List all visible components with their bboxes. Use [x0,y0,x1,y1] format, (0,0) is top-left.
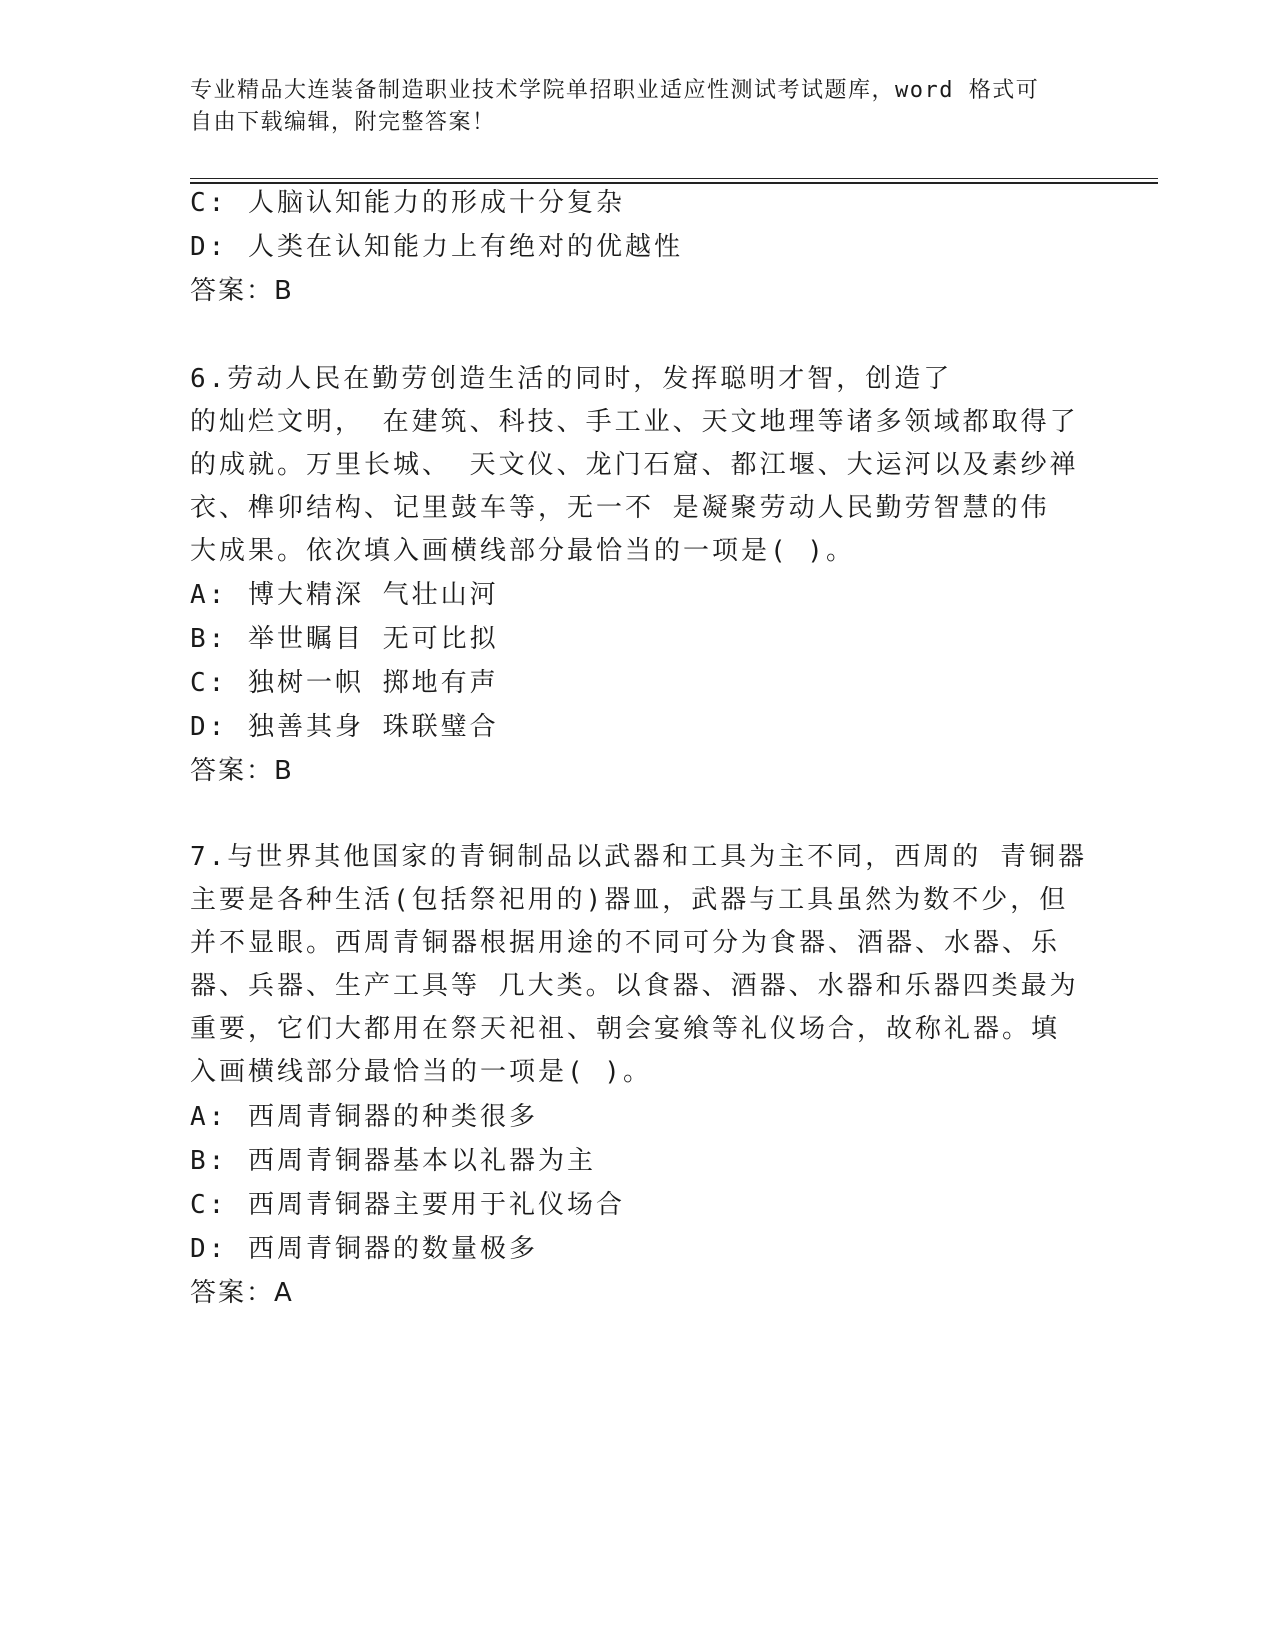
q6-stem-line-3: 的成就。万里长城、 天文仪、龙门石窟、都江堰、大运河以及素纱禅 [190,450,1079,480]
option-letter: D: [190,232,228,262]
q6-option-b [190,622,499,656]
option-text: 西周青铜器主要用于礼仪场合 [248,1190,626,1220]
option-text: 举世瞩目 无可比拟 [248,624,499,654]
option-letter: C: [190,188,228,218]
q6-stem-line-4: 衣、榫卯结构、记里鼓车等，无一不 是凝聚劳动人民勤劳智慧的伟 [190,493,1050,523]
page-header-line-1: 专业精品大连装备制造职业技术学院单招职业适应性测试考试题库，word 格式可 [190,78,1040,103]
option-text: 独树一帜 掷地有声 [248,668,499,698]
q7-stem-line-6: 入画横线部分最恰当的一项是( )。 [190,1057,652,1087]
q7-option-a [190,1100,538,1134]
page-header-line-2: 自由下载编辑，附完整答案！ [190,110,496,135]
q7-stem-line-5: 重要，它们大都用在祭天祀祖、朝会宴飨等礼仪场合，故称礼器。填 [190,1014,1061,1044]
option-text: 人脑认知能力的形成十分复杂 [248,188,626,218]
q7-stem-line-4: 器、兵器、生产工具等 几大类。以食器、酒器、水器和乐器四类最为 [190,971,1079,1001]
option-text: 博大精深 气壮山河 [248,580,499,610]
q7-answer: 答案：A [190,1278,294,1308]
option-letter: C: [190,1190,228,1220]
q6-answer: 答案：B [190,756,294,786]
option-letter: B: [190,1146,228,1176]
q5-answer: 答案：B [190,276,294,306]
q7-option-d [190,1232,538,1266]
q6-stem-line-1: 6.劳动人民在勤劳创造生活的同时，发挥聪明才智，创造了 [190,364,953,394]
q6-stem-line-2: 的灿烂文明， 在建筑、科技、手工业、天文地理等诸多领域都取得了 [190,407,1079,437]
q7-stem-line-2: 主要是各种生活(包括祭祀用的)器皿，武器与工具虽然为数不少，但 [190,885,1069,915]
q6-option-d [190,710,499,744]
q7-stem-line-3: 并不显眼。西周青铜器根据用途的不同可分为食器、酒器、水器、乐 [190,928,1061,958]
q7-stem-line-1: 7.与世界其他国家的青铜制品以武器和工具为主不同，西周的 青铜器 [190,842,1087,872]
option-letter: D: [190,1234,228,1264]
q6-option-a [190,578,499,612]
header-divider-thick [190,182,1158,184]
option-letter: B: [190,624,228,654]
q6-stem-line-5: 大成果。依次填入画横线部分最恰当的一项是( )。 [190,536,855,566]
option-letter: A: [190,580,228,610]
q5-option-c [190,186,625,220]
q5-option-d [190,230,683,264]
option-text: 独善其身 珠联璧合 [248,712,499,742]
q7-option-c [190,1188,625,1222]
option-letter: A: [190,1102,228,1132]
option-text: 西周青铜器的数量极多 [248,1234,539,1264]
option-letter: C: [190,668,228,698]
header-divider-thin [190,178,1158,179]
q7-option-b [190,1144,596,1178]
option-text: 西周青铜器基本以礼器为主 [248,1146,597,1176]
option-text: 人类在认知能力上有绝对的优越性 [248,232,684,262]
option-text: 西周青铜器的种类很多 [248,1102,539,1132]
q6-option-c [190,666,499,700]
option-letter: D: [190,712,228,742]
